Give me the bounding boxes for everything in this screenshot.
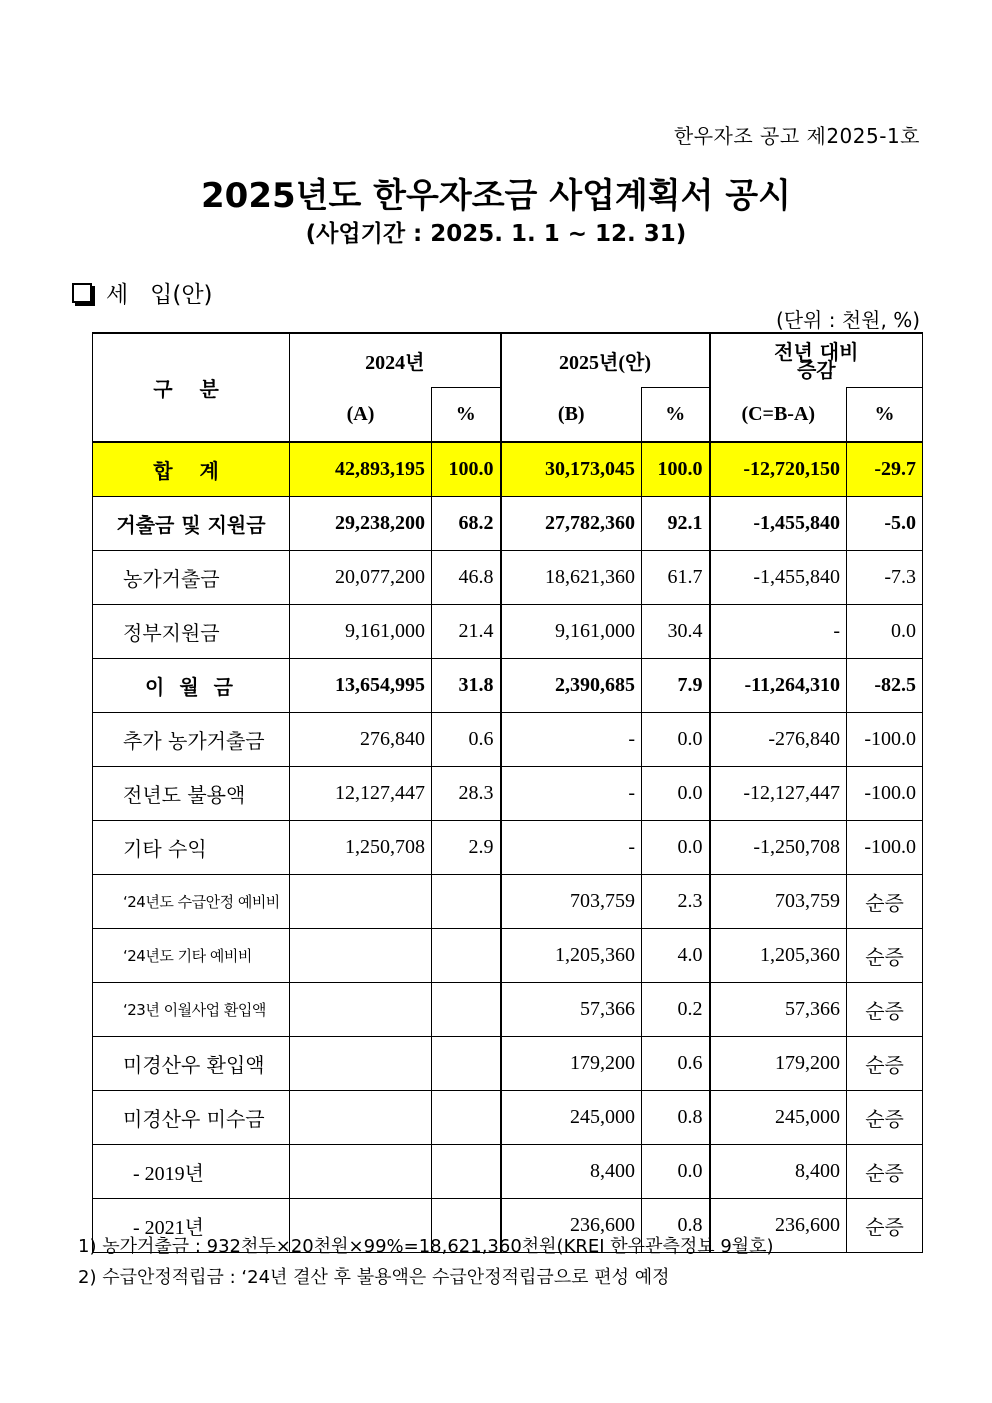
cell-2024: 12,127,447 — [290, 767, 432, 821]
cell-2025-pct: 0.0 — [642, 821, 710, 875]
cell-2025-pct: 2.3 — [642, 875, 710, 929]
cell-2024-pct: 100.0 — [432, 442, 501, 497]
cell-2024-pct: 21.4 — [432, 605, 501, 659]
cell-2025-pct: 0.2 — [642, 983, 710, 1037]
cell-change-pct: 0.0 — [847, 605, 923, 659]
row-label: 미경산우 미수금 — [93, 1091, 290, 1145]
cell-2024-pct: 68.2 — [432, 497, 501, 551]
table-row — [93, 983, 923, 1037]
row-label: 거출금 및 지원금 — [93, 497, 290, 551]
cell-2024-pct: 28.3 — [432, 767, 501, 821]
cell-change: -11,264,310 — [710, 659, 847, 713]
cell-2024-pct: 31.8 — [432, 659, 501, 713]
cell-2024: 13,654,995 — [290, 659, 432, 713]
row-label: ‘23년 이월사업 환입액 — [93, 983, 290, 1037]
header-change: 전년 대비 증감 — [710, 333, 923, 388]
page-title: 2025년도 한우자조금 사업계획서 공시 — [201, 176, 791, 216]
row-label: 농가거출금 — [93, 551, 290, 605]
table-row — [93, 1145, 923, 1199]
header-2024-sub: (A) — [290, 388, 432, 443]
cell-change-pct: -100.0 — [847, 821, 923, 875]
row-label: 기타 수익 — [93, 821, 290, 875]
table-row — [93, 713, 923, 767]
cell-change: -276,840 — [710, 713, 847, 767]
section-heading — [72, 276, 213, 309]
cell-change-pct: -100.0 — [847, 713, 923, 767]
cell-change: -12,720,150 — [710, 442, 847, 497]
cell-2025-pct: 4.0 — [642, 929, 710, 983]
cell-2024-pct — [432, 929, 501, 983]
row-label: 합 계 — [93, 442, 290, 497]
cell-2025-pct: 0.6 — [642, 1037, 710, 1091]
cell-2025-pct: 7.9 — [642, 659, 710, 713]
header-2024: 2024년 — [290, 333, 501, 388]
table-row — [93, 605, 923, 659]
cell-2025: 245,000 — [501, 1091, 642, 1145]
header-2025: 2025년(안) — [501, 333, 710, 388]
cell-2025: 27,782,360 — [501, 497, 642, 551]
section-label: 세 입(안) — [106, 282, 213, 308]
cell-change: -1,250,708 — [710, 821, 847, 875]
cell-2025-pct: 0.8 — [642, 1199, 710, 1253]
cell-2025: 236,600 — [501, 1199, 642, 1253]
notice-number: 한우자조 공고 제2025-1호 — [673, 124, 920, 148]
cell-2025: 703,759 — [501, 875, 642, 929]
cell-2024 — [290, 983, 432, 1037]
cell-2024 — [290, 1145, 432, 1199]
cell-change: 8,400 — [710, 1145, 847, 1199]
cell-change-pct: 순증 — [847, 1091, 923, 1145]
cell-change: -1,455,840 — [710, 551, 847, 605]
cell-change: 1,205,360 — [710, 929, 847, 983]
row-label: - 2019년 — [93, 1145, 290, 1199]
cell-2024 — [290, 1037, 432, 1091]
table-row — [93, 875, 923, 929]
cell-2024: 20,077,200 — [290, 551, 432, 605]
cell-change-pct: 순증 — [847, 1145, 923, 1199]
cell-change-pct: 순증 — [847, 929, 923, 983]
table-row — [93, 1037, 923, 1091]
cell-change-pct: 순증 — [847, 1037, 923, 1091]
header-change-sub: (C=B-A) — [710, 388, 847, 443]
cell-2025-pct: 0.8 — [642, 1091, 710, 1145]
cell-change: 236,600 — [710, 1199, 847, 1253]
page-subtitle: (사업기간 : 2025. 1. 1 ~ 12. 31) — [305, 221, 687, 247]
cell-2024-pct: 2.9 — [432, 821, 501, 875]
cell-2024-pct: 46.8 — [432, 551, 501, 605]
table-row — [93, 551, 923, 605]
cell-2025-pct: 0.0 — [642, 1145, 710, 1199]
cell-2025: - — [501, 713, 642, 767]
row-label: ‘24년도 기타 예비비 — [93, 929, 290, 983]
cell-2024 — [290, 1091, 432, 1145]
table-row — [93, 929, 923, 983]
cell-2024: 1,250,708 — [290, 821, 432, 875]
total-row — [93, 442, 923, 497]
table-row — [93, 821, 923, 875]
cell-change: 245,000 — [710, 1091, 847, 1145]
cell-change-pct: -7.3 — [847, 551, 923, 605]
cell-2024-pct — [432, 1145, 501, 1199]
cell-2025-pct: 30.4 — [642, 605, 710, 659]
header-row-1 — [93, 333, 923, 388]
table-row — [93, 767, 923, 821]
cell-2025: 2,390,685 — [501, 659, 642, 713]
cell-2025-pct: 92.1 — [642, 497, 710, 551]
cell-2024-pct: 0.6 — [432, 713, 501, 767]
cell-change: 179,200 — [710, 1037, 847, 1091]
cell-change: -1,455,840 — [710, 497, 847, 551]
row-label: ‘24년도 수급안정 예비비 — [93, 875, 290, 929]
cell-2025: 8,400 — [501, 1145, 642, 1199]
table-row — [93, 659, 923, 713]
cell-change: - — [710, 605, 847, 659]
row-label: 미경산우 환입액 — [93, 1037, 290, 1091]
cell-2025: 18,621,360 — [501, 551, 642, 605]
header-2024-pct: % — [432, 388, 501, 443]
unit-note: (단위 : 천원, %) — [775, 308, 920, 332]
row-label: 정부지원금 — [93, 605, 290, 659]
cell-2025: 179,200 — [501, 1037, 642, 1091]
cell-change: -12,127,447 — [710, 767, 847, 821]
cell-2024-pct — [432, 1037, 501, 1091]
header-2025-sub: (B) — [501, 388, 642, 443]
cell-2024: 276,840 — [290, 713, 432, 767]
cell-change-pct: -100.0 — [847, 767, 923, 821]
row-label: 이 월 금 — [93, 659, 290, 713]
revenue-table — [92, 332, 923, 1253]
cell-change: 57,366 — [710, 983, 847, 1037]
header-2025-pct: % — [642, 388, 710, 443]
cell-2024-pct — [432, 875, 501, 929]
cell-2025: 30,173,045 — [501, 442, 642, 497]
cell-change-pct: -5.0 — [847, 497, 923, 551]
cell-2025-pct: 61.7 — [642, 551, 710, 605]
cell-2025: 57,366 — [501, 983, 642, 1037]
cell-2025-pct: 100.0 — [642, 442, 710, 497]
cell-2024: 9,161,000 — [290, 605, 432, 659]
cell-2025-pct: 0.0 — [642, 767, 710, 821]
cell-2025: 1,205,360 — [501, 929, 642, 983]
table-row — [93, 497, 923, 551]
cell-change: 703,759 — [710, 875, 847, 929]
cell-2024-pct — [432, 1091, 501, 1145]
cell-2025: - — [501, 821, 642, 875]
cell-change-pct: 순증 — [847, 1199, 923, 1253]
cell-change-pct: 순증 — [847, 875, 923, 929]
cell-2025: - — [501, 767, 642, 821]
cell-change-pct: 순증 — [847, 983, 923, 1037]
cell-2024 — [290, 929, 432, 983]
cell-2024: 42,893,195 — [290, 442, 432, 497]
footnote-1: 1) 농가거출금 : 932천두×20천원×99%=18,621,360천원(KREI 한우관측정보 9월호) — [78, 1236, 774, 1257]
checkbox-square-icon — [72, 283, 92, 303]
header-category: 구 분 — [93, 333, 290, 442]
cell-2024 — [290, 875, 432, 929]
cell-change-pct: -82.5 — [847, 659, 923, 713]
row-label: - 2021년 — [93, 1199, 290, 1253]
cell-change-pct: -29.7 — [847, 442, 923, 497]
cell-2024-pct — [432, 983, 501, 1037]
cell-2024: 29,238,200 — [290, 497, 432, 551]
row-label: 추가 농가거출금 — [93, 713, 290, 767]
header-change-pct: % — [847, 388, 923, 443]
cell-2025-pct: 0.0 — [642, 713, 710, 767]
row-label: 전년도 불용액 — [93, 767, 290, 821]
table-row — [93, 1091, 923, 1145]
cell-2025: 9,161,000 — [501, 605, 642, 659]
footnote-2: 2) 수급안정적립금 : ‘24년 결산 후 불용액은 수급안정적립금으로 편성 예정 — [78, 1267, 670, 1288]
